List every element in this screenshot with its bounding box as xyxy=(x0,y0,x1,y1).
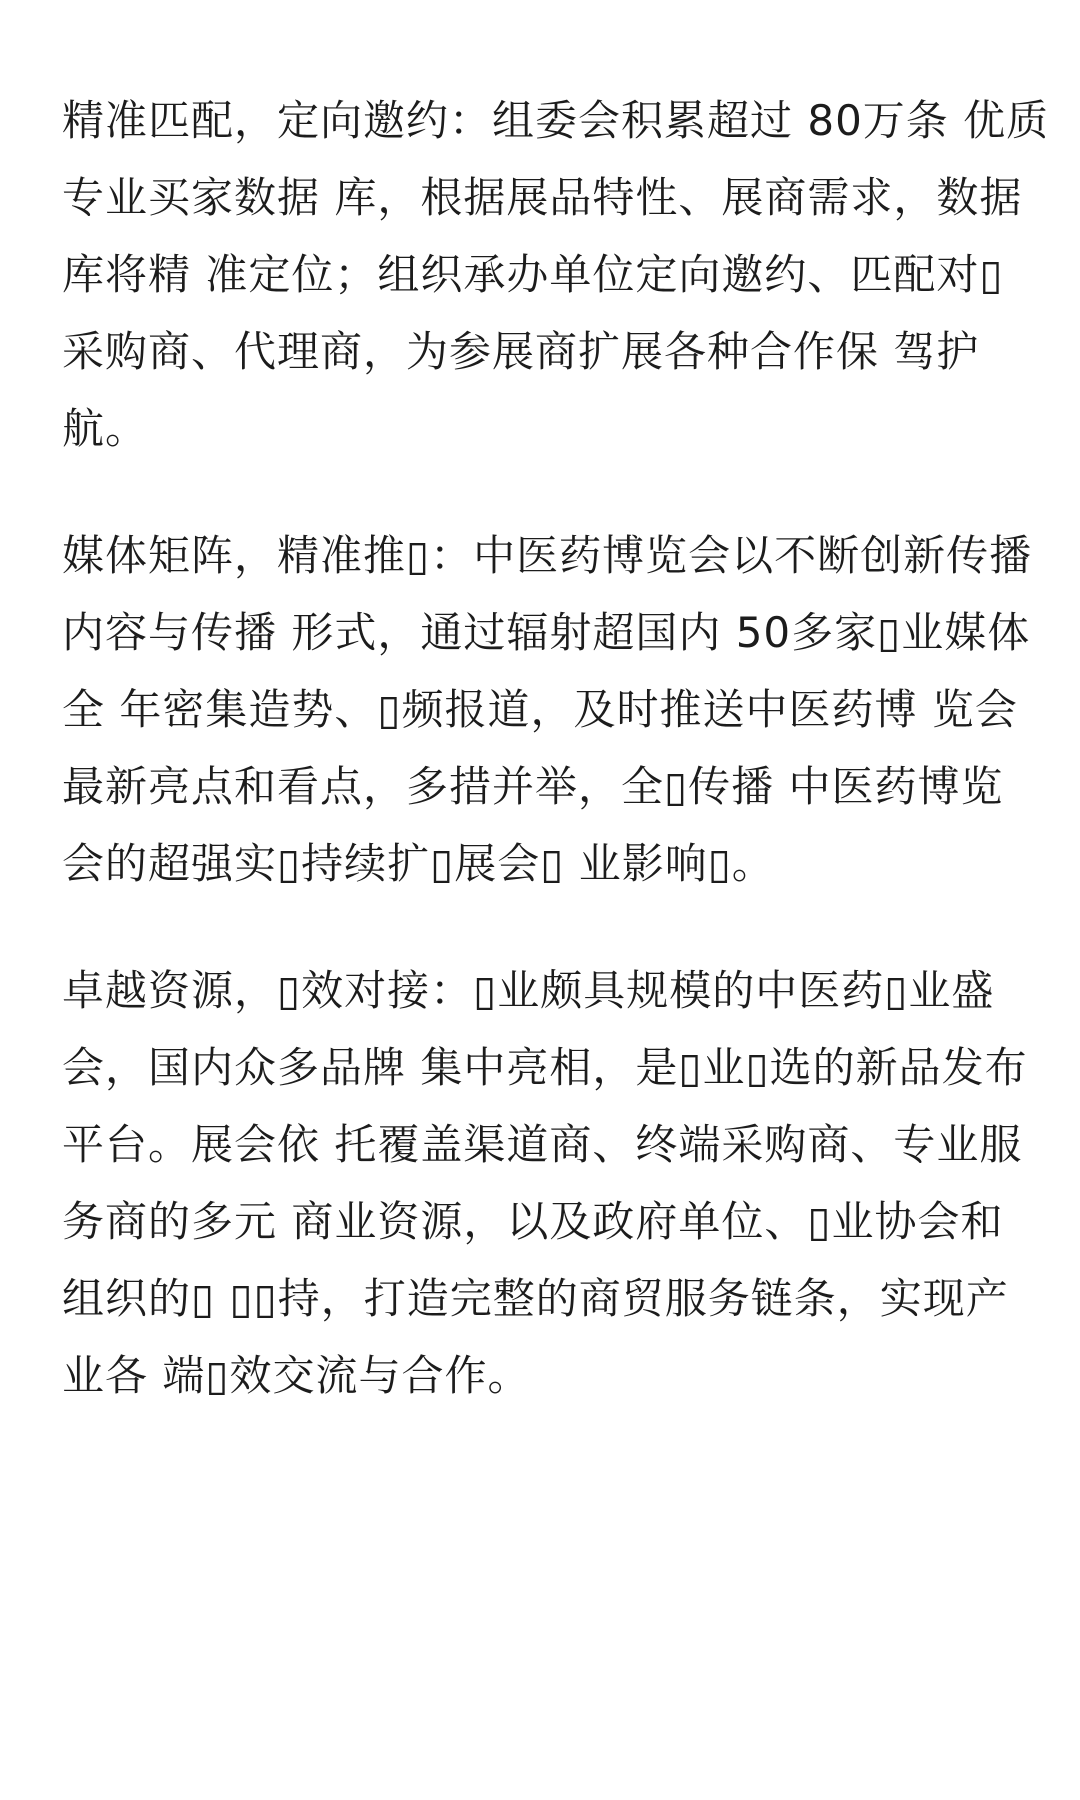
paragraph-resources xyxy=(62,952,1026,1414)
paragraph-media-matrix xyxy=(62,517,1033,902)
paragraph-matching xyxy=(62,82,1050,467)
text-line: 组织的▯ ▯▯持，打造完整的商贸服务链条，实现产 xyxy=(62,1274,1009,1323)
text-line: 精准匹配，定向邀约：组委会积累超过 80万条 优质 xyxy=(62,96,1050,145)
text-line: 务商的多元 商业资源，以及政府单位、▯业协会和 xyxy=(62,1197,1004,1246)
text-line: 平台。展会依 托覆盖渠道商、终端采购商、专业服 xyxy=(62,1120,1023,1169)
text-line: 会的超强实▯持续扩▯展会▯ 业影响▯。 xyxy=(62,839,775,888)
text-line: 会，国内众多品牌 集中亮相，是▯业▯选的新品发布 xyxy=(62,1043,1028,1092)
text-line: 最新亮点和看点，多措并举，全▯传播 中医药博览 xyxy=(62,762,1004,811)
text-line: 媒体矩阵，精准推▯：中医药博览会以不断创新传播 xyxy=(62,531,1033,580)
text-line: 采购商、代理商，为参展商扩展各种合作保 驾护 xyxy=(62,327,980,376)
text-line: 卓越资源，▯效对接：▯业颇具规模的中医药▯业盛 xyxy=(62,966,995,1015)
text-line: 内容与传播 形式，通过辐射超国内 50多家▯业媒体 xyxy=(62,608,1031,657)
text-line: 业各 端▯效交流与合作。 xyxy=(62,1351,531,1400)
text-line: 专业买家数据 库，根据展品特性、展商需求，数据 xyxy=(62,173,1023,222)
text-line: 全 年密集造势、▯频报道，及时推送中医药博 览会 xyxy=(62,685,1018,734)
text-line: 库将精 准定位；组织承办单位定向邀约、匹配对▯ xyxy=(62,250,1004,299)
article-body xyxy=(62,82,1050,1464)
text-line: 航。 xyxy=(62,404,149,453)
